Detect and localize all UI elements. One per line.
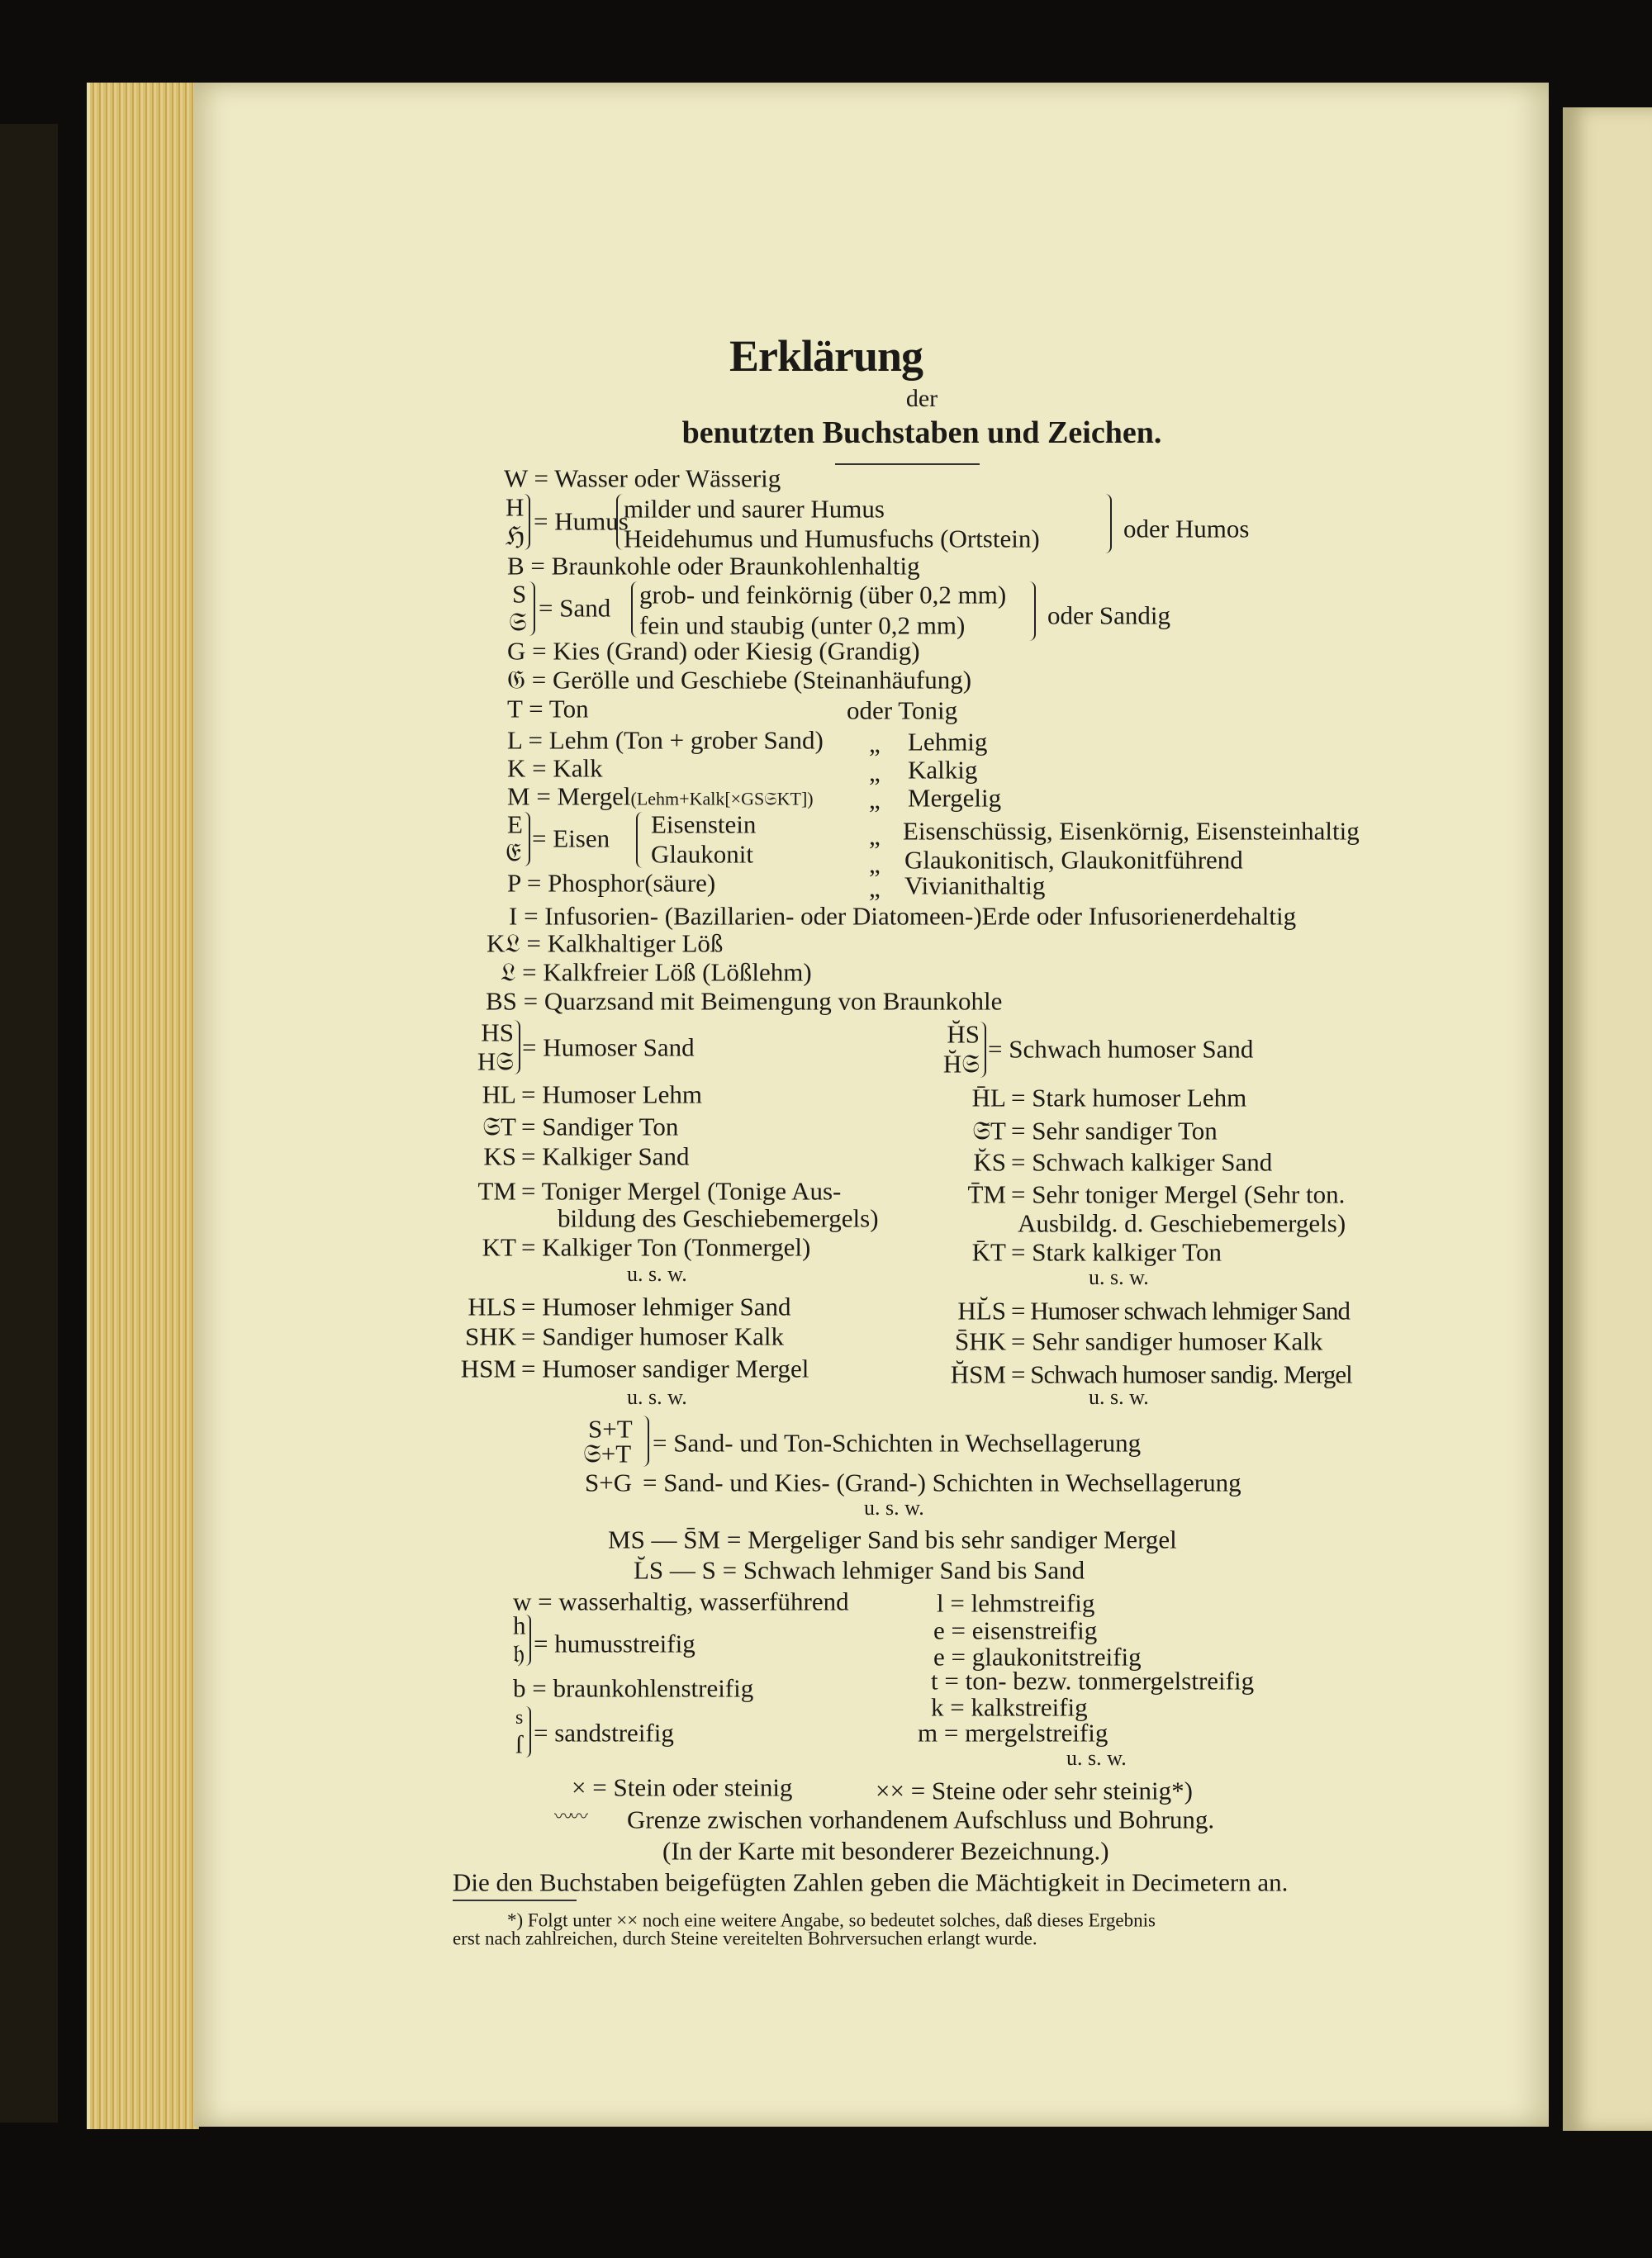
brace [529,581,535,636]
legend-kies: G = Kies (Grand) oder Kiesig (Grandig) [507,636,920,666]
brace [980,1022,986,1078]
combo-key: T̄M [967,1179,1006,1209]
stripe-e-glaukonit: e = glaukonitstreifig [933,1642,1142,1672]
footnote-line-1: *) Folgt unter ×× noch eine weitere Angabe, so bedeutet solches, daß dieses Ergebnis [507,1909,1156,1931]
stripe-l: l = lehmstreifig [937,1588,1095,1618]
ditto-mark: „ [869,873,881,903]
wavy-line-icon: 〰〰 [554,1806,586,1827]
title-divider [835,463,980,465]
ditto-mark: „ [869,821,881,851]
etc-label: u. s. w. [1089,1265,1149,1289]
combo-key: 𝔖T [482,1112,516,1141]
legend-sand-variant-1: grob- und feinkörnig (über 0,2 mm) [639,580,1007,610]
layer-ls-s: L̆S — S = Schwach lehmiger Sand bis Sand [634,1555,1085,1585]
legend-sand-key-2: 𝔖 [509,607,527,637]
combo-schwach-humoser-sand-text: = Schwach humoser Sand [988,1034,1254,1064]
combo-key: SHK [464,1321,516,1351]
combo-key: HL̆S [957,1296,1006,1326]
combo-text: = Sandiger humoser Kalk [521,1321,784,1351]
etc-label: u. s. w. [1089,1385,1149,1409]
legend-eisen-label: = Eisen [532,823,610,853]
ditto-mark: „ [869,728,881,758]
combo-text: = Humoser Lehm [521,1079,702,1109]
page-subtitle: benutzten Buchstaben und Zeichen. [681,415,1162,450]
legend-kalk-adjective: Kalkig [908,755,978,785]
legend-eisen-adjective-2: Glaukonitisch, Glaukonitführend [904,845,1243,875]
layer-sand-ton-text: = Sand- und Ton-Schichten in Wechsellagerung [653,1428,1142,1458]
ditto-mark: „ [869,849,881,879]
brace [643,1416,649,1467]
combo-key: HLS [468,1292,516,1321]
legend-humus-key-1: H [506,492,525,522]
legend-humus-variant-2: Heidehumus und Humusfuchs (Ortstein) [624,524,1040,553]
page-title: Erklärung [729,331,923,381]
brace [616,494,623,550]
stripe-k: k = kalkstreifig [931,1692,1088,1722]
brace [636,812,643,868]
stripe-sand-key-1: s [515,1707,524,1729]
stripe-humus-key-2: 𝔥 [513,1639,525,1668]
combo-humoser-sand-text: = Humoser Sand [522,1032,695,1062]
combo-text: = Humoser lehmiger Sand [521,1292,791,1321]
layer-sand-kies-key: S+G [585,1468,633,1497]
legend-humus-label: = Humus [534,506,629,536]
combo-key: HSM [460,1354,516,1383]
legend-eisen-variant-1: Eisenstein [651,809,757,839]
legend-phosphor-adjective: Vivianithaltig [904,870,1046,900]
etc-label: u. s. w. [627,1385,687,1409]
brace [1105,494,1112,553]
combo-text: = Sehr sandiger humoser Kalk [1011,1326,1323,1356]
combo-key: TM [477,1176,516,1206]
legend-mergel [507,781,814,811]
combo-text: = Stark kalkiger Ton [1011,1237,1222,1267]
legend-sand-key-1: S [512,579,527,609]
ditto-mark: „ [869,757,881,787]
combo-text: = Schwach kalkiger Sand [1011,1147,1273,1177]
combo-key: KS [483,1141,516,1171]
legend-loess: 𝔏 = Kalkfreier Löß (Lößlehm) [501,957,812,987]
symbol-grenze: Grenze zwischen vorhandenem Aufschluss und Bohrung. [627,1805,1215,1834]
combo-text: = Toniger Mergel (Tonige Aus- [521,1176,842,1206]
legend-eisen-key-1: E [507,809,523,839]
legend-infusorien: I = Infusorien- (Bazillarien- oder Diatomeen-)Erde oder Infusorienerdehaltig [509,901,1297,931]
legend-mergel-main: M = Mergel [507,781,631,811]
layer-sand-kies-text: = Sand- und Kies- (Grand-) Schichten in Wechsellagerung [643,1468,1241,1497]
combo-text: = Kalkiger Sand [521,1141,690,1171]
combo-key: K̆S [973,1147,1006,1177]
combo-key: 𝔖̄T [972,1116,1006,1146]
stripe-b: b = braunkohlenstreifig [513,1673,754,1703]
stripe-sand-text: = sandstreifig [534,1718,674,1748]
legend-water: W = Wasser oder Wässerig [504,463,781,493]
legend-mergel-adjective: Mergelig [908,783,1002,813]
combo-text: = Schwach humoser sandig. Mergel [1011,1359,1352,1389]
combo-text: = Sandiger Ton [521,1112,679,1141]
etc-label: u. s. w. [1066,1746,1127,1770]
combo-text: = Stark humoser Lehm [1011,1083,1247,1112]
combo-text: = Kalkiger Ton (Tonmergel) [521,1232,811,1262]
combo-text: = Humoser sandiger Mergel [521,1354,809,1383]
brace [524,812,530,866]
brace [1029,581,1036,641]
combo-text: = Sehr sandiger Ton [1011,1116,1218,1146]
legend-eisen-adjective-1: Eisenschüssig, Eisenkörnig, Eisensteinhaltig [903,816,1360,846]
stripe-e: e = eisenstreifig [933,1615,1098,1645]
combo-key: S̄HK [954,1326,1006,1356]
stripe-humus-text: = humusstreifig [534,1629,695,1658]
legend-humus-adjective: oder Humos [1123,514,1250,543]
title-der: der [905,385,938,412]
legend-humus-variant-1: milder und saurer Humus [624,494,885,524]
legend-quarzsand: BS = Quarzsand mit Beimengung von Braunkohle [486,986,1003,1016]
stripe-t: t = ton- bezw. tonmergelstreifig [931,1666,1255,1696]
brace [525,1615,531,1666]
stripe-w: w = wasserhaltig, wasserführend [513,1587,849,1616]
legend-lehm-adjective: Lehmig [908,727,988,757]
legend-kalk: K = Kalk [507,753,603,783]
legend-lehm: L = Lehm (Ton + grober Sand) [507,725,824,755]
combo-key: KT [482,1232,516,1262]
symbol-karte-note: (In der Karte mit besonderer Bezeichnung.) [662,1836,1109,1866]
brace [514,1020,520,1074]
stripe-humus-key-1: h [513,1610,526,1640]
combo-text-continued: Ausbildg. d. Geschiebemergels) [1018,1208,1346,1238]
legend-sand-label: = Sand [539,593,611,623]
legend-mergel-note: (Lehm+Kalk[×GS𝔖KT]) [630,788,814,809]
combo-text-continued: bildung des Geschiebemergels) [558,1203,879,1233]
brace [524,494,530,550]
legend-eisen-key-2: 𝔈 [506,837,522,867]
legend-eisen-variant-2: Glaukonit [651,839,753,869]
legend-ton: T = Ton [507,694,589,723]
etc-label: u. s. w. [864,1496,924,1520]
brace [525,1706,531,1758]
symbol-steine: ×× = Steine oder sehr steinig*) [876,1776,1193,1805]
zahlen-note: Die den Buchstaben beigefügten Zahlen geben die Mächtigkeit in Decimetern an. [453,1867,1289,1897]
etc-label: u. s. w. [627,1262,687,1286]
combo-key: H̆SM [950,1359,1006,1389]
stripe-m: m = mergelstreifig [918,1718,1108,1748]
legend-phosphor: P = Phosphor(säure) [507,868,716,898]
layer-ms-sm: MS — S̄M = Mergeliger Sand bis sehr sandiger Mergel [608,1525,1177,1554]
legend-sand-variant-2: fein und staubig (unter 0,2 mm) [639,610,966,640]
legend-kalkloess: K𝔏 = Kalkhaltiger Löß [487,928,724,958]
layer-sand-ton-key-1: S+T [588,1414,633,1444]
combo-key: K̄T [971,1237,1006,1267]
legend-braunkohle: B = Braunkohle oder Braunkohlenhaltig [507,551,920,581]
legend-humus-key-2: ℌ [506,521,525,551]
layer-sand-ton-key-2: 𝔖+T [583,1439,632,1468]
combo-humoser-sand-key-1: HS [481,1018,514,1047]
combo-schwach-humoser-sand-key-1: H̆S [947,1019,980,1049]
combo-key: HL [482,1079,516,1109]
combo-schwach-humoser-sand-key-2: H̆𝔖 [942,1049,980,1079]
combo-key: H̄L [971,1083,1006,1112]
legend-geroelle: 𝔊 = Gerölle und Geschiebe (Steinanhäufung) [507,665,972,695]
combo-humoser-sand-key-2: H𝔖 [477,1046,514,1076]
combo-text: = Sehr toniger Mergel (Sehr ton. [1011,1179,1346,1209]
legend-sand-adjective: oder Sandig [1047,600,1170,630]
brace [631,581,638,638]
footnote-line-2: erst nach zahlreichen, durch Steine vereitelten Bohrversuchen erlangt wurde. [453,1928,1037,1949]
stripe-sand-key-2: ſ [515,1729,523,1759]
footnote-divider [453,1900,577,1901]
symbol-stein: × = Stein oder steinig [572,1772,793,1802]
combo-text: = Humoser schwach lehmiger Sand [1011,1296,1351,1326]
legend-ton-adjective: oder Tonig [847,695,958,725]
ditto-mark: „ [869,785,881,814]
